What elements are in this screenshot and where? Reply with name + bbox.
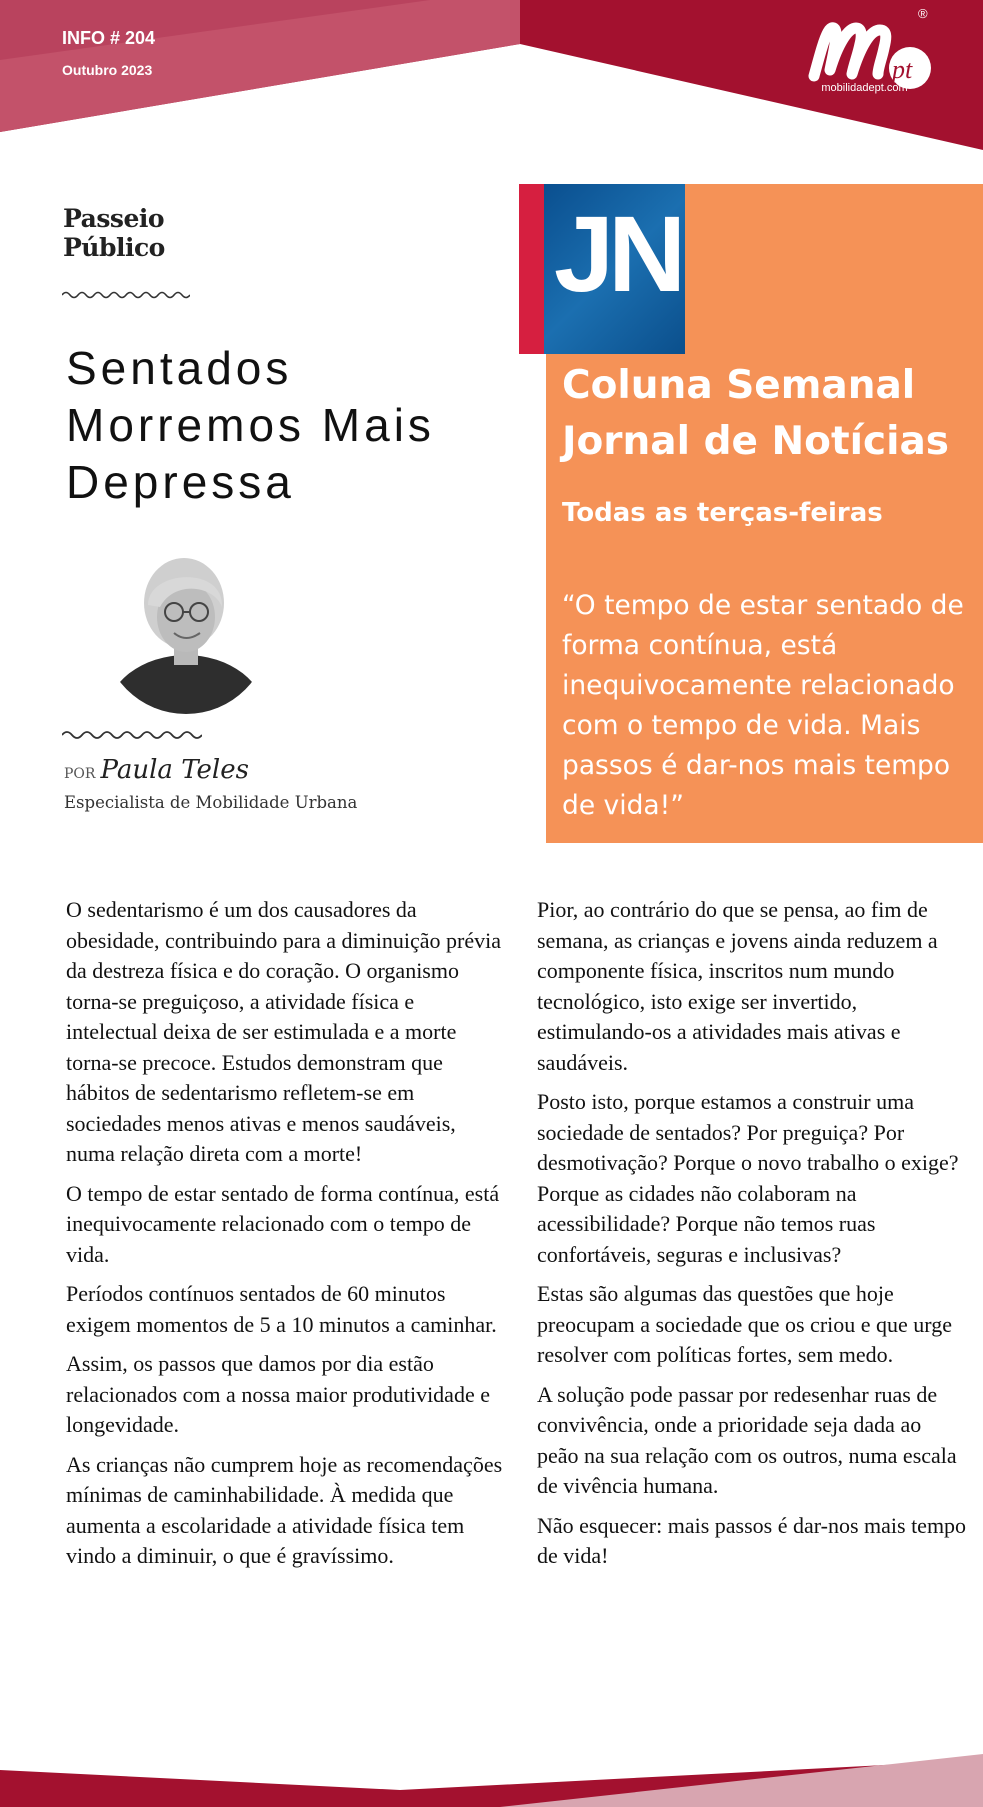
- section-name-line1: Passeio: [63, 204, 165, 233]
- paragraph: As crianças não cumprem hoje as recomendações mínimas de caminhabilidade. À medida que aumenta a escolaridade a atividade física tem vindo a diminuir, o que é gravíssimo.: [66, 1451, 503, 1568]
- wavy-divider-2: [62, 730, 202, 740]
- title-line3: Depressa: [66, 456, 295, 508]
- paragraph: A solução pode passar por redesenhar ruas de convivência, onde a prioridade seja dada ao peão na sua relação com os outros, numa escala de vivência humana.: [537, 1381, 957, 1498]
- title-line1: Sentados: [66, 342, 293, 394]
- jn-logo: [544, 184, 685, 354]
- pull-quote: “O tempo de estar sentado de forma contínua, está inequivocamente relacionado com o tempo de vida. Mais passos é dar-nos mais tempo de vida!”: [562, 590, 964, 821]
- body-column-right: [537, 895, 967, 1581]
- body-column-left: [66, 895, 506, 1581]
- section-name-line2: Público: [63, 233, 165, 262]
- author-name: Paula Teles: [100, 755, 249, 785]
- jn-red-bar: [519, 184, 547, 354]
- paragraph: O sedentarismo é um dos causadores da obesidade, contribuindo para a diminuição prévia da destreza física e do coração. O organismo torna-se preguiçoso, a atividade física e intelectual deixa de ser estimulada e a morte torna-se precoce. Estudos demonstram que hábitos de sedentarismo refletem-se em sociedades menos ativas e menos saudáveis, numa relação direta com a morte!: [66, 897, 501, 1166]
- footer-band: [0, 1740, 983, 1807]
- jn-logo-text: JN: [554, 193, 681, 314]
- column-schedule: Todas as terças-feiras: [562, 498, 883, 528]
- author-role: Especialista de Mobilidade Urbana: [64, 793, 358, 812]
- byline-prefix: POR: [64, 766, 96, 782]
- paragraph: Posto isto, porque estamos a construir uma sociedade de sentados? Por preguiça? Por desmotivação? Porque o novo trabalho o exige? Porque as cidades não colaboram na acessibilidade? Porque não temos ruas confortáveis, seguras e inclusivas?: [537, 1089, 959, 1267]
- author-photo: [104, 545, 274, 715]
- paragraph: O tempo de estar sentado de forma contínua, está inequivocamente relacionado com o tempo de vida.: [66, 1180, 500, 1267]
- column-title: [562, 358, 972, 470]
- section-name: [63, 204, 283, 262]
- paragraph: Pior, ao contrário do que se pensa, ao fim de semana, as crianças e jovens ainda reduzem a componente física, inscritos num mundo tecnológico, isto exige ser invertido, estimulando-os a atividades mais ativas e saudáveis.: [537, 897, 938, 1075]
- svg-text:pt: pt: [892, 55, 913, 84]
- byline: [64, 755, 249, 785]
- issue-date: Outubro 2023: [62, 62, 153, 78]
- article-title: [66, 340, 486, 511]
- title-line2: Morremos Mais: [66, 399, 435, 451]
- orange-panel-top: [685, 184, 983, 354]
- column-title-line2: Jornal de Notícias: [562, 419, 949, 464]
- wavy-divider: [62, 290, 190, 300]
- paragraph: Períodos contínuos sentados de 60 minutos exigem momentos de 5 a 10 minutos a caminhar.: [66, 1281, 497, 1337]
- registered-mark: ®: [918, 6, 928, 21]
- column-title-line1: Coluna Semanal: [562, 363, 916, 408]
- paragraph: Não esquecer: mais passos é dar-nos mais tempo de vida!: [537, 1512, 967, 1568]
- paragraph: Estas são algumas das questões que hoje preocupam a sociedade que os criou e que urge resolver com políticas fortes, sem medo.: [537, 1281, 952, 1367]
- issue-number: INFO # 204: [62, 28, 156, 48]
- paragraph: Assim, os passos que damos por dia estão relacionados com a nossa maior produtividade e longevidade.: [66, 1351, 490, 1437]
- logo-url: mobilidadept.com: [821, 82, 908, 94]
